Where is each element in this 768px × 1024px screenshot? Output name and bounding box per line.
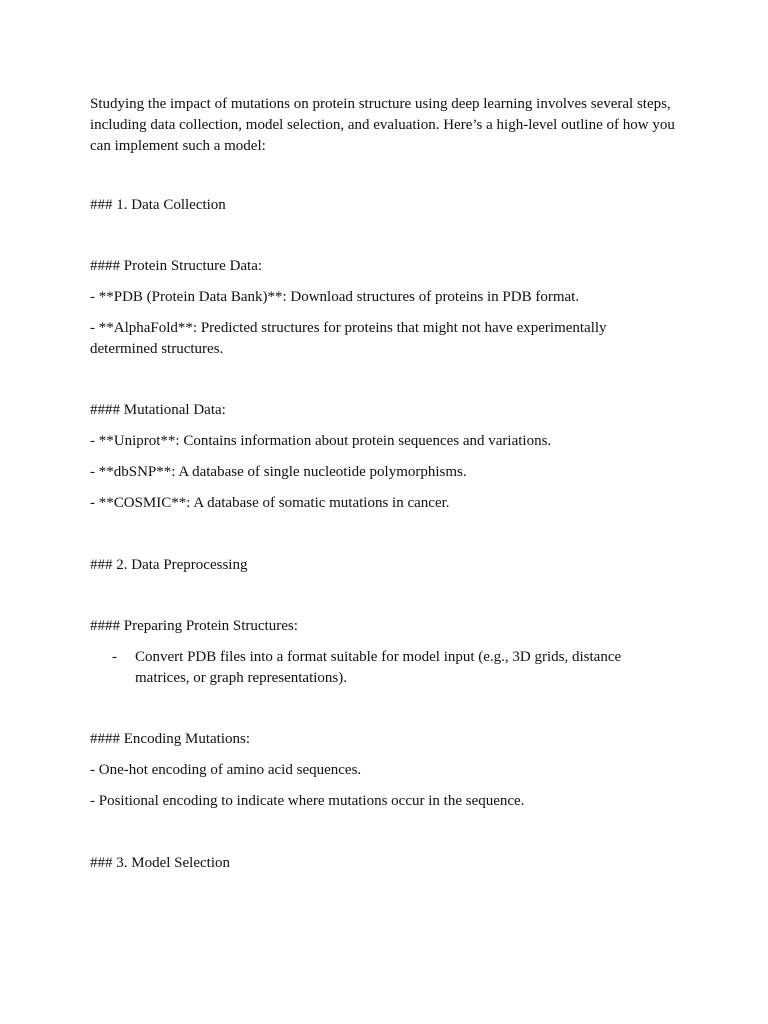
pdb-list-item: - **PDB (Protein Data Bank)**: Download structures of proteins in PDB format.: [90, 289, 580, 305]
preparing-structures-heading: #### Preparing Protein Structures:: [90, 618, 298, 634]
bullet-text: Convert PDB files into a format suitable for model input (e.g., 3D grids, distance matrices, or graph representations).: [135, 649, 622, 686]
intro-paragraph: Studying the impact of mutations on protein structure using deep learning involves several steps, including data collection, model selection, and evaluation. Here’s a high-level outline of how you can implement such a model:: [90, 96, 675, 154]
protein-structure-heading: #### Protein Structure Data:: [90, 258, 263, 274]
preparing-structures-bullet: [90, 647, 690, 691]
uniprot-list-item: - **Uniprot**: Contains information about protein sequences and variations.: [90, 433, 552, 449]
bullet-dash: -: [112, 649, 117, 665]
mutational-data-heading: #### Mutational Data:: [90, 402, 226, 418]
alphafold-list-item: - **AlphaFold**: Predicted structures for proteins that might not have experimentally determined structures.: [90, 320, 607, 357]
encoding-mutations-heading: #### Encoding Mutations:: [90, 731, 250, 747]
cosmic-list-item: - **COSMIC**: A database of somatic mutations in cancer.: [90, 495, 450, 511]
positional-list-item: - Positional encoding to indicate where mutations occur in the sequence.: [90, 793, 525, 809]
section-1-heading: ### 1. Data Collection: [90, 197, 226, 213]
one-hot-list-item: - One-hot encoding of amino acid sequences.: [90, 762, 362, 778]
section-2-heading: ### 2. Data Preprocessing: [90, 557, 248, 573]
section-3-heading: ### 3. Model Selection: [90, 855, 230, 871]
dbsnp-list-item: - **dbSNP**: A database of single nucleotide polymorphisms.: [90, 464, 467, 480]
